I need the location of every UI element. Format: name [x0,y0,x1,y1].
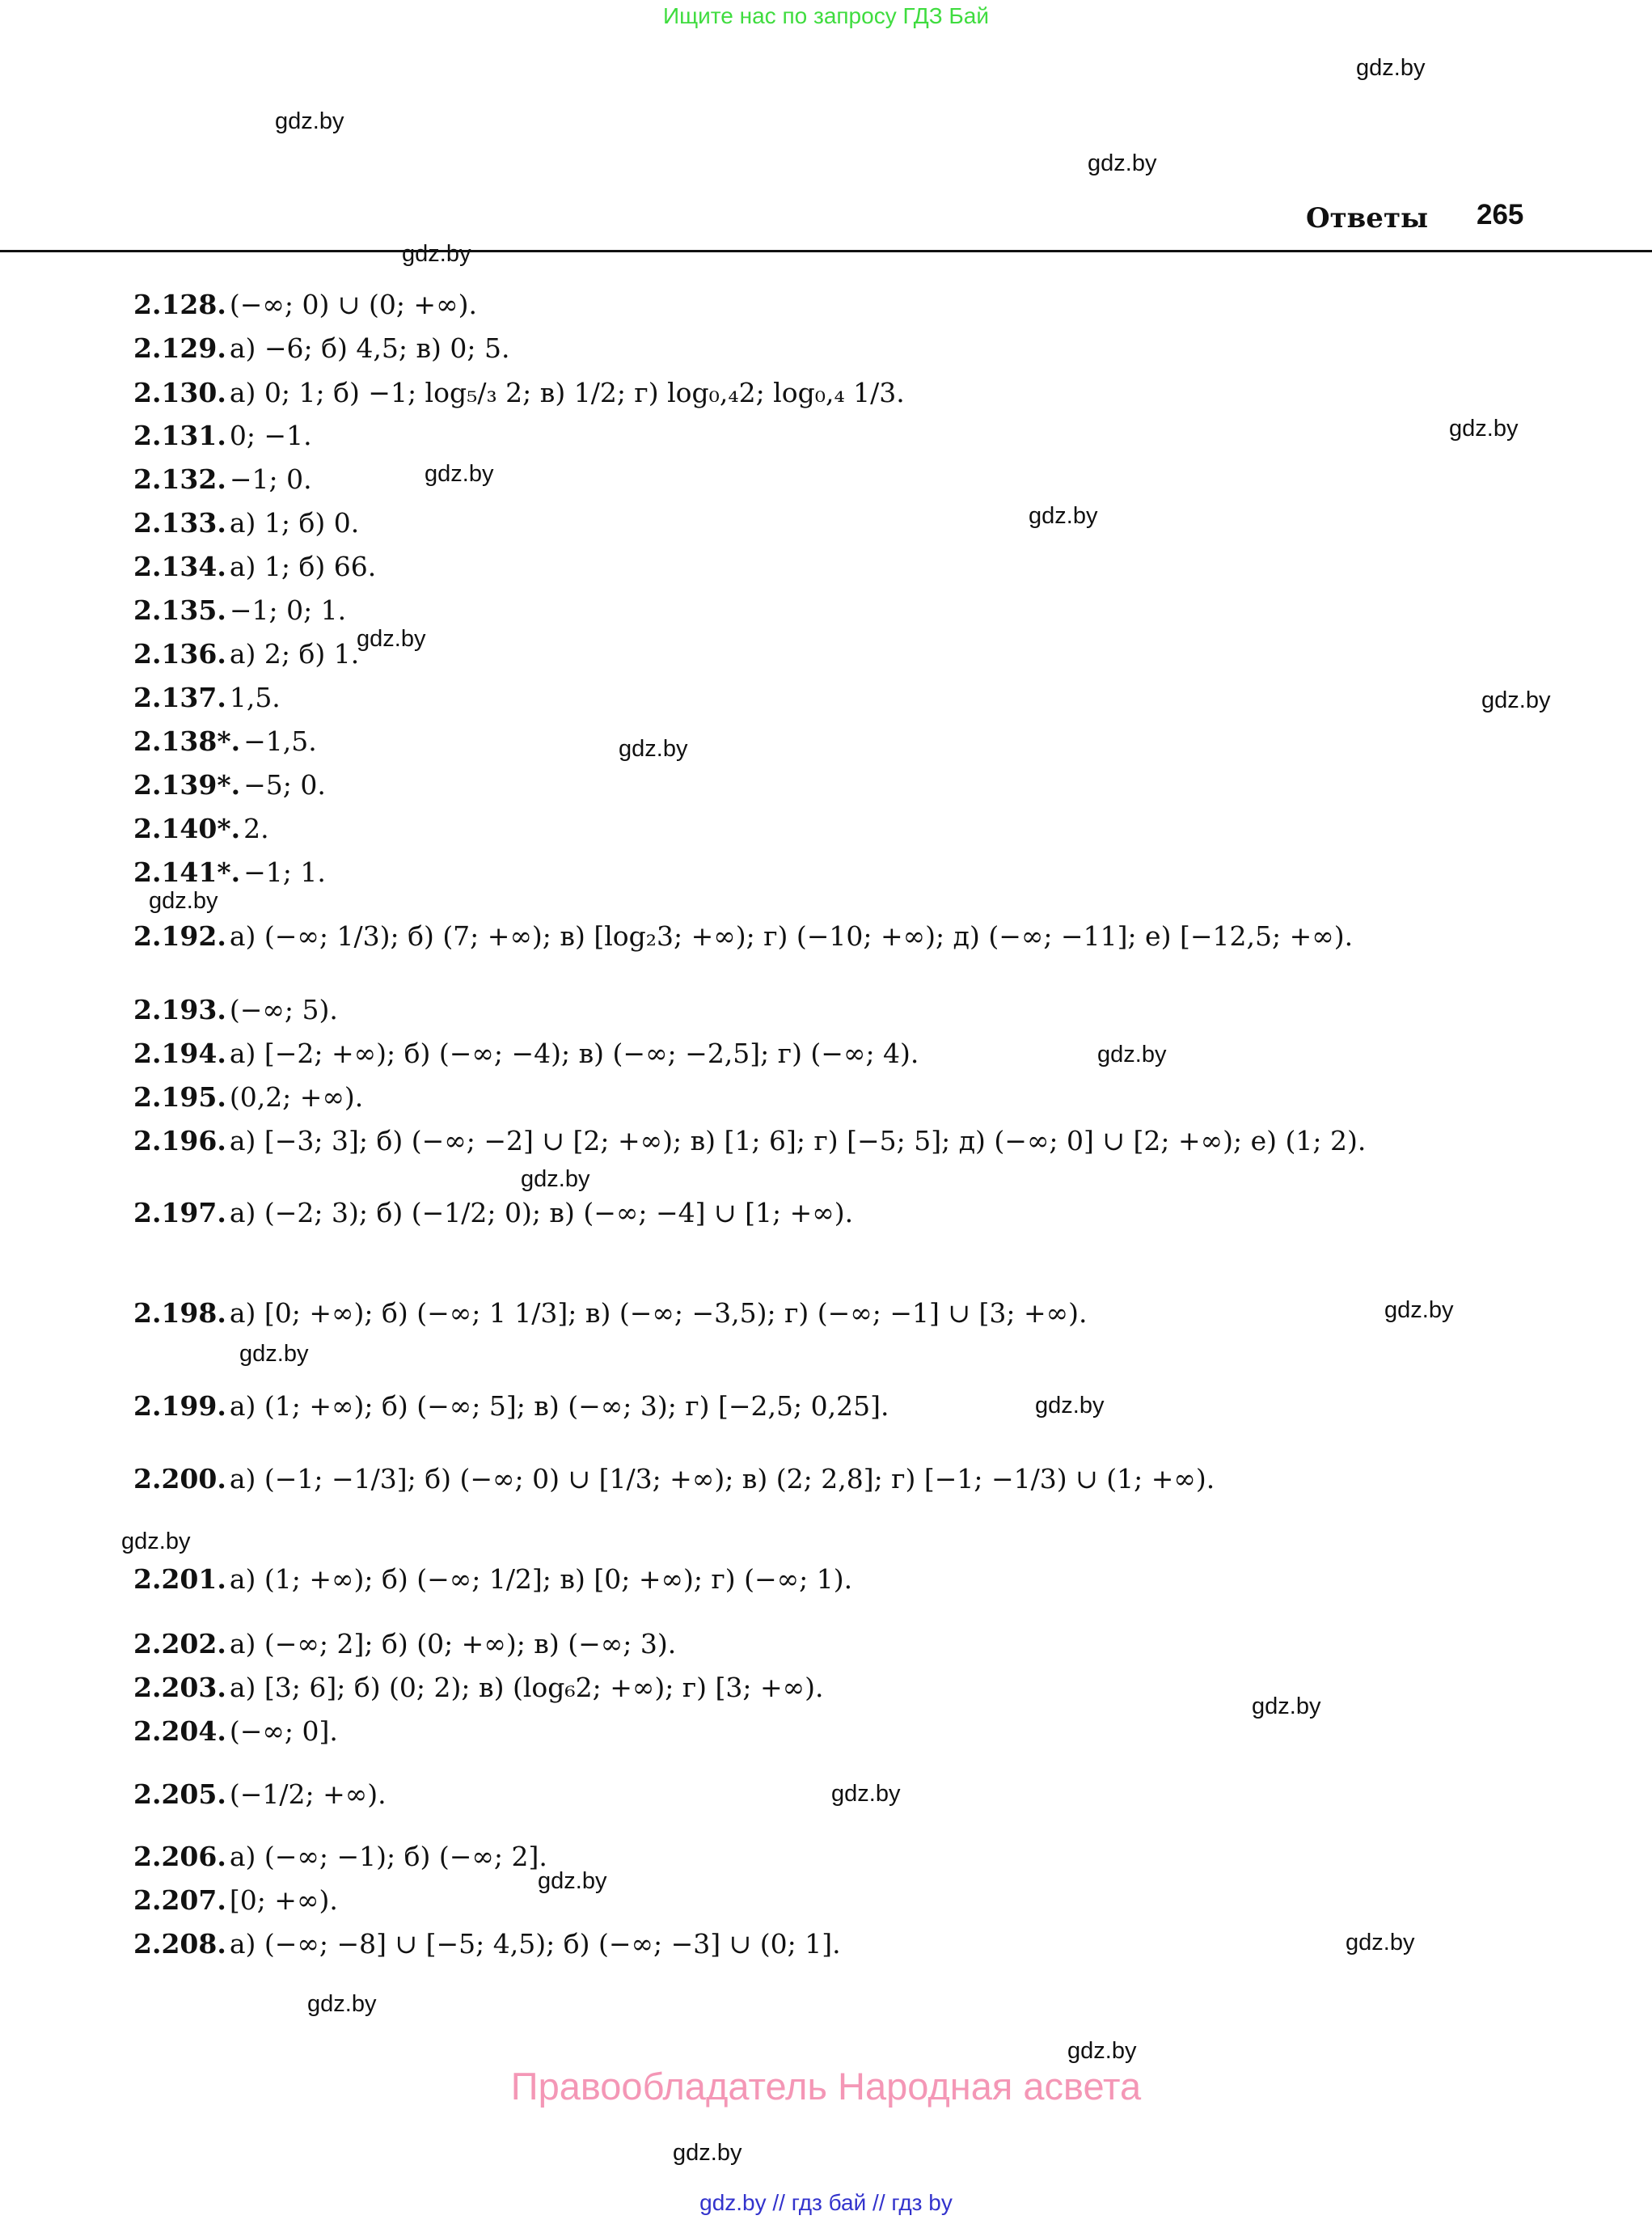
answer-line: 2.201. а) (1; +∞); б) (−∞; 1/2]; в) [0; +∞); г) (−∞; 1). [133,1563,853,1595]
answer-line: 2.133. а) 1; б) 0. [133,507,360,539]
answer-line: 2.129. а) −6; б) 4,5; в) 0; 5. [133,332,510,364]
watermark: gdz.by [402,241,471,267]
answer-line: 2.192. а) (−∞; 1/3); б) (7; +∞); в) [log₂3; +∞); г) (−10; +∞); д) (−∞; −11]; е) [−12,5; +∞). [133,920,1354,952]
answer-line: 2.200. а) (−1; −1/3]; б) (−∞; 0) ∪ [1/3; +∞); в) (2; 2,8]; г) [−1; −1/3) ∪ (1; +∞). [133,1463,1215,1495]
top-search-note: Ищите нас по запросу ГДЗ Бай [662,3,990,28]
watermark: gdz.by [1067,2038,1137,2064]
watermark: gdz.by [619,736,688,762]
watermark: gdz.by [1481,687,1551,713]
watermark: gdz.by [831,1781,901,1807]
answer-line: 2.131. 0; −1. [133,420,312,451]
answer-line: 2.134. а) 1; б) 66. [133,551,377,582]
answer-line: 2.128. (−∞; 0) ∪ (0; +∞). [133,289,477,320]
answer-line: 2.204. (−∞; 0]. [133,1715,338,1747]
watermark: gdz.by [1088,150,1157,176]
answer-line: 2.140*. 2. [133,813,269,844]
watermark: gdz.by [538,1868,607,1894]
answer-line: 2.130. а) 0; 1; б) −1; log₅/₃ 2; в) 1/2; г) log₀,₄2; log₀,₄ 1/3. [133,377,905,408]
footer-links: gdz.by // гдз бай // гдз by [699,2190,953,2215]
page-header-title: Ответы [1306,202,1429,235]
watermark: gdz.by [149,888,218,914]
answer-line: 2.137. 1,5. [133,682,281,713]
watermark: gdz.by [1097,1042,1167,1068]
watermark: gdz.by [1449,416,1519,442]
page-number: 265 [1477,199,1524,230]
answer-line: 2.195. (0,2; +∞). [133,1081,364,1113]
watermark: gdz.by [1346,1930,1415,1956]
watermark: gdz.by [1384,1297,1454,1323]
answer-line: 2.138*. −1,5. [133,725,317,757]
watermark: gdz.by [307,1991,377,2017]
watermark: gdz.by [521,1166,590,1192]
watermark: gdz.by [1029,503,1098,529]
answer-line: 2.202. а) (−∞; 2]; б) (0; +∞); в) (−∞; 3). [133,1628,677,1660]
answer-line: 2.135. −1; 0; 1. [133,594,347,626]
watermark: gdz.by [357,626,426,652]
answer-line: 2.206. а) (−∞; −1); б) (−∞; 2]. [133,1841,547,1872]
answer-line: 2.207. [0; +∞). [133,1884,338,1916]
watermark: gdz.by [673,2140,742,2166]
answer-line: 2.199. а) (1; +∞); б) (−∞; 5]; в) (−∞; 3); г) [−2,5; 0,25]. [133,1390,889,1422]
watermark: gdz.by [239,1341,309,1367]
answer-line: 2.198. а) [0; +∞); б) (−∞; 1 1/3]; в) (−∞; −3,5); г) (−∞; −1] ∪ [3; +∞). [133,1297,1088,1329]
answer-line: 2.205. (−1/2; +∞). [133,1778,387,1810]
answer-line: 2.196. а) [−3; 3]; б) (−∞; −2] ∪ [2; +∞); в) [1; 6]; г) [−5; 5]; д) (−∞; 0] ∪ [2; +∞); е) (1; 2). [133,1125,1367,1156]
watermark: gdz.by [1356,55,1426,81]
answer-line: 2.132. −1; 0. [133,463,312,495]
answer-line: 2.193. (−∞; 5). [133,994,338,1025]
header-rule [0,250,1652,252]
watermark: gdz.by [1035,1393,1105,1419]
copyright-notice: Правообладатель Народная асвета [510,2065,1142,2108]
watermark: gdz.by [425,461,494,487]
answer-line: 2.197. а) (−2; 3); б) (−1/2; 0); в) (−∞; −4] ∪ [1; +∞). [133,1197,854,1228]
answer-line: 2.194. а) [−2; +∞); б) (−∞; −4); в) (−∞; −2,5]; г) (−∞; 4). [133,1038,919,1069]
answer-line: 2.141*. −1; 1. [133,856,326,888]
watermark: gdz.by [275,108,344,134]
answer-line: 2.139*. −5; 0. [133,769,326,801]
watermark: gdz.by [1252,1693,1321,1719]
answer-line: 2.203. а) [3; 6]; б) (0; 2); в) (log₆2; +∞); г) [3; +∞). [133,1672,824,1703]
answer-line: 2.208. а) (−∞; −8] ∪ [−5; 4,5); б) (−∞; −3] ∪ (0; 1]. [133,1928,841,1960]
answer-line: 2.136. а) 2; б) 1. [133,638,360,670]
watermark: gdz.by [121,1528,191,1554]
